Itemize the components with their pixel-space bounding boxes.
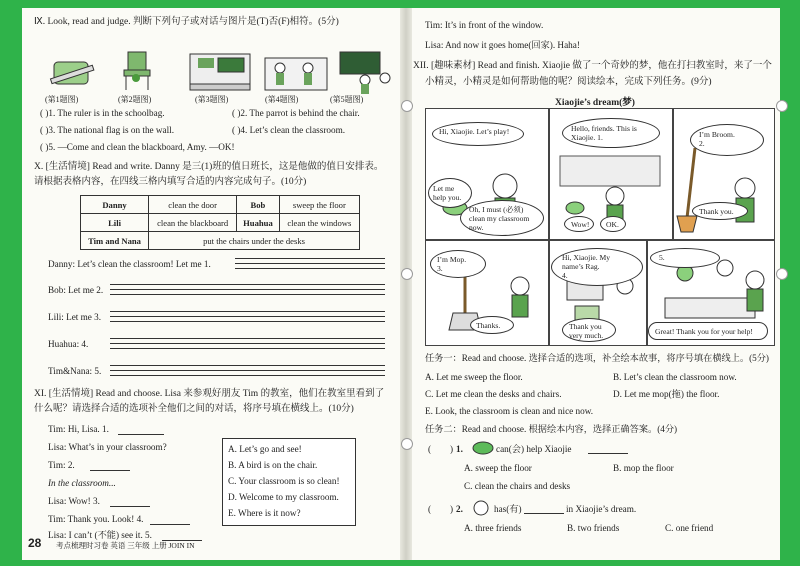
answer-paren: ) (450, 444, 454, 454)
writing-line[interactable] (110, 284, 385, 285)
elf-icon (472, 440, 494, 456)
section-10-title-line1: X. [生活情境] Read and write. Danny 是三(1)班的值日班长，这是他做的值日安排表。 (34, 162, 384, 172)
speech-bubble (562, 318, 616, 342)
speech-bubble (470, 316, 514, 334)
binding-hole (401, 268, 413, 280)
section-10-title-line2: 请根据表格内容，在四线三格内填写合适的内容完成句子。(10分) (34, 177, 307, 187)
task-2-q2-option-a: A. three friends (464, 523, 522, 533)
page-number: 28 (28, 536, 42, 550)
question-9-5[interactable]: ( )5. —Come and clean the blackboard, Amy. —OK! (40, 142, 235, 152)
writing-prompt-2: Bob: Let me 2. (48, 285, 104, 295)
answer-blank[interactable] (118, 434, 164, 435)
option-e: E. Where is it now? (228, 508, 301, 518)
question-9-2[interactable]: ( )2. The parrot is behind the chair. (232, 108, 360, 118)
dialog-line-4: In the classroom... (48, 478, 116, 488)
writing-line[interactable] (110, 348, 385, 349)
answer-blank[interactable] (90, 470, 130, 471)
bubble-text: Xiaojie. 1. (571, 133, 603, 142)
writing-line[interactable] (110, 294, 385, 295)
bubble-text: Hi, Xiaojie. Let’s play! (439, 127, 510, 136)
option-b: B. A bird is on the chair. (228, 460, 318, 470)
bubble-text: Hi, Xiaojie. My (562, 253, 611, 262)
clean-classroom-scene (665, 260, 764, 318)
bubble-text: Thank you. (699, 207, 734, 216)
task-2-q1-option-b: B. mop the floor (613, 463, 674, 473)
answer-blank[interactable] (150, 524, 190, 525)
bubble-text: Oh, I must (必须) (469, 205, 524, 214)
task-1-option-a: A. Let me sweep the floor. (425, 372, 523, 382)
speech-bubble (648, 322, 768, 340)
dialog-line-2: Lisa: What’s in your classroom? (48, 442, 167, 452)
green-border-bottom (0, 560, 800, 566)
speech-bubble (428, 178, 472, 208)
duty-table (80, 195, 360, 250)
writing-line[interactable] (110, 343, 385, 344)
green-border-left (0, 0, 22, 566)
task-1-option-c: C. Let me clean the desks and chairs. (425, 389, 562, 399)
continued-dialog-2: Lisa: And now it goes home(回家). Haha! (425, 40, 580, 50)
bubble-text: name’s Rag. (562, 262, 600, 271)
table-row (81, 232, 360, 250)
picture-caption-4: (第4题图) (265, 95, 299, 104)
task-1-option-e: E. Look, the classroom is clean and nice now. (425, 406, 594, 416)
table-cell: Lili (81, 214, 149, 232)
bubble-text: 4. (562, 271, 568, 280)
writing-line[interactable] (235, 268, 385, 269)
footer-text: 考点梳理时习卷 英语 三年级 上册 JOIN IN (56, 541, 195, 550)
table-row (81, 196, 360, 214)
binding-hole (776, 100, 788, 112)
speech-bubble (690, 124, 764, 156)
section-11-title-line1: XI. [生活情境] Read and choose. Lisa 来参观好朋友 Tim 的教室，他们在教室里看到了 (34, 389, 385, 399)
answer-paren: ) (450, 504, 454, 514)
speech-bubble (564, 216, 594, 232)
bubble-text: OK. (606, 220, 619, 229)
bubble-text: Thank you (569, 322, 602, 331)
section-9-title: Ⅸ. Look, read and judge. 判断下列句子或对话与图片是(T)否(F)相符。(5分) (34, 17, 339, 27)
picture-caption-3: (第3题图) (195, 95, 229, 104)
binding-hole (401, 438, 413, 450)
section-11-title-line2: 什么呢？请选择合适的选项补全他们之间的对话，将序号填在横线上。(10分) (34, 404, 354, 414)
answer-paren[interactable]: ( (428, 504, 432, 514)
bubble-text: very much. (569, 331, 604, 340)
picture-caption-5: (第5题图) (330, 95, 364, 104)
speech-bubble (430, 250, 486, 278)
bubble-text: help you. (433, 193, 462, 202)
writing-line[interactable] (110, 370, 385, 371)
speech-bubble (692, 202, 748, 220)
speech-bubble (460, 200, 544, 236)
writing-line[interactable] (110, 375, 385, 376)
schoolbag-ruler-picture (50, 62, 93, 84)
task-2-q2-tail: in Xiaojie’s dream. (566, 504, 637, 514)
writing-line[interactable] (110, 311, 385, 312)
table-cell: clean the windows (279, 214, 359, 232)
writing-line[interactable] (235, 258, 385, 259)
speech-bubble (551, 248, 643, 286)
bubble-text: now. (469, 223, 484, 232)
writing-prompt-4: Huahua: 4. (48, 339, 89, 349)
bubble-text: Let me (433, 184, 455, 193)
task-2-q1-number: 1. (456, 444, 463, 454)
cleaning-kids-picture (265, 58, 327, 90)
speech-bubble (650, 248, 720, 268)
table-cell: sweep the floor (279, 196, 359, 214)
writing-prompt-5: Tim&Nana: 5. (48, 366, 102, 376)
section-9-pictures (40, 48, 395, 96)
page-spine (400, 8, 412, 560)
bubble-text: Thanks. (476, 321, 501, 330)
task-2-q2-text: has(有) (494, 504, 522, 514)
task-2-q2-option-c: C. one friend (665, 523, 714, 533)
question-9-3[interactable]: ( )3. The national flag is on the wall. (40, 125, 175, 135)
bubble-text: 5. (659, 253, 665, 262)
picture-caption-1: (第1题图) (45, 95, 79, 104)
table-cell: clean the blackboard (149, 214, 237, 232)
bubble-text: I’m Mop. (437, 255, 467, 264)
writing-line[interactable] (110, 289, 385, 290)
question-9-1[interactable]: ( )1. The ruler is in the schoolbag. (40, 108, 165, 118)
task-2-q1-option-a: A. sweep the floor (464, 463, 532, 473)
speech-bubble (432, 122, 524, 146)
bubble-text: Wow! (571, 220, 590, 229)
speech-bubble (562, 118, 660, 148)
speech-bubble (600, 216, 626, 232)
task-2-q1-option-c: C. clean the chairs and desks (464, 481, 571, 491)
green-border-right (780, 0, 800, 566)
table-cell: Tim and Nana (81, 232, 149, 250)
bubble-text: 3. (437, 264, 443, 273)
blackboard-amy-picture (340, 52, 390, 94)
answer-paren[interactable]: ( (428, 444, 432, 454)
table-cell: clean the door (149, 196, 237, 214)
table-cell: Danny (81, 196, 149, 214)
answer-blank[interactable] (588, 453, 628, 454)
table-row (81, 214, 360, 232)
bubble-text: Hello, friends. This is (571, 124, 637, 133)
dialog-line-1: Tim: Hi, Lisa. 1. (48, 424, 109, 434)
table-cell: Bob (237, 196, 279, 214)
answer-blank[interactable] (110, 506, 150, 507)
writing-line[interactable] (110, 316, 385, 317)
option-c: C. Your classroom is so clean! (228, 476, 340, 486)
dialog-line-7: Lisa: I can’t (不能) see it. 5. (48, 530, 152, 540)
classroom-wall-picture (190, 54, 250, 90)
writing-prompt-1: Danny: Let’s clean the classroom! Let me 1. (48, 259, 211, 269)
continued-dialog-1: Tim: It’s in front of the window. (425, 20, 544, 30)
bubble-text: I’m Broom. (699, 130, 735, 139)
option-a: A. Let’s go and see! (228, 444, 302, 454)
dialog-line-3: Tim: 2. (48, 460, 75, 470)
chair-parrot-picture (124, 52, 150, 90)
task-2-q2-option-b: B. two friends (567, 523, 620, 533)
task-1-title: 任务一：Read and choose. 选择合适的选项，补全绘本故事，将序号填在横线上。(5分) (425, 353, 769, 363)
task-2-title: 任务二：Read and choose. 根据绘本内容，选择正确答案。(4分) (425, 424, 678, 434)
binding-hole (401, 100, 413, 112)
boy-icon (470, 500, 492, 516)
dialog-line-5: Lisa: Wow! 3. (48, 496, 100, 506)
section-12-title-line1: XII. [趣味素材] Read and finish. Xiaojie 做了一个奇妙的梦，他在打扫教室时，来了一个 (413, 61, 772, 71)
bubble-text: Great! Thank you for your help! (655, 327, 753, 336)
table-cell: Huahua (237, 214, 279, 232)
binding-hole (776, 268, 788, 280)
writing-line[interactable] (235, 263, 385, 264)
dialog-line-6: Tim: Thank you. Look! 4. (48, 514, 144, 524)
bubble-text: 2. (699, 139, 705, 148)
answer-blank[interactable] (524, 513, 564, 514)
question-9-4[interactable]: ( )4. Let’s clean the classroom. (232, 125, 346, 135)
writing-prompt-3: Lili: Let me 3. (48, 312, 102, 322)
section-12-title-line2: 小精灵，小精灵是如何帮助他的呢？阅读绘本，完成下列任务。(9分) (425, 77, 712, 87)
writing-line[interactable] (110, 365, 385, 366)
task-2-q1-text: can(会) help Xiaojie (496, 444, 572, 454)
task-2-q2-number: 2. (456, 504, 463, 514)
green-border-top (0, 0, 800, 8)
task-1-option-d: D. Let me mop(拖) the floor. (613, 389, 720, 399)
picture-caption-2: (第2题图) (118, 95, 152, 104)
writing-line[interactable] (110, 321, 385, 322)
task-1-option-b: B. Let’s clean the classroom now. (613, 372, 737, 382)
option-d: D. Welcome to my classroom. (228, 492, 339, 502)
writing-line[interactable] (110, 338, 385, 339)
story-title: Xiaojie’s dream(梦) (555, 98, 635, 108)
table-cell: put the chairs under the desks (149, 232, 360, 250)
bubble-text: clean my classroom (469, 214, 530, 223)
